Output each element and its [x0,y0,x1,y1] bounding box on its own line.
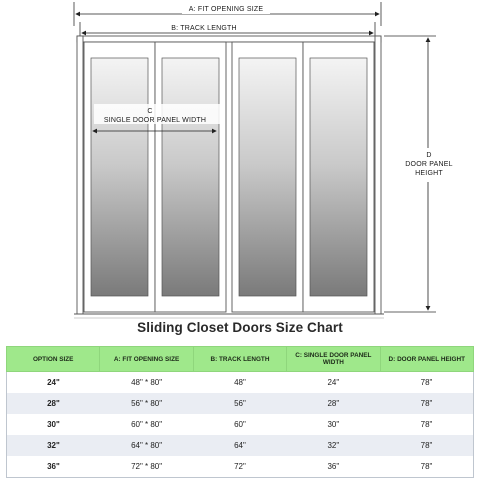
label-door-panel-height-line1: DOOR PANEL [405,161,453,168]
cell-panel-height: 78" [380,456,473,478]
door-panel-2 [155,42,226,312]
cell-track-length: 72" [193,456,286,478]
door-panel-1 [84,42,155,312]
door-panel-4 [303,42,374,312]
cell-panel-width: 28" [287,393,380,414]
cell-panel-height: 78" [380,393,473,414]
cell-option-size: 36" [7,456,100,478]
cell-track-length: 48" [193,372,286,394]
cell-fit-opening-size: 64" * 80" [100,435,193,456]
label-single-door-panel-width: SINGLE DOOR PANEL WIDTH [103,117,207,124]
table-header-row [7,347,474,372]
cell-panel-width: 32" [287,435,380,456]
cell-panel-height: 78" [380,414,473,435]
table-row [7,414,474,435]
table-row [7,456,474,478]
cell-panel-width: 30" [287,414,380,435]
cell-option-size: 32" [7,435,100,456]
label-fit-opening-size: A: FIT OPENING SIZE [188,6,264,13]
header-option-size: OPTION SIZE [7,347,100,372]
cell-option-size: 28" [7,393,100,414]
cell-panel-width: 24" [287,372,380,394]
cell-fit-opening-size: 56" * 80" [100,393,193,414]
dimension-d [384,36,453,312]
label-door-panel-height-line2: HEIGHT [415,170,443,177]
header-door-panel-height: D: DOOR PANEL HEIGHT [380,347,473,372]
cell-track-length: 64" [193,435,286,456]
door-panel-3 [232,42,303,312]
cell-panel-height: 78" [380,372,473,394]
cell-option-size: 30" [7,414,100,435]
table-row [7,393,474,414]
cell-option-size: 24" [7,372,100,394]
header-fit-opening-size: A: FIT OPENING SIZE [100,347,193,372]
header-track-length: B: TRACK LENGTH [193,347,286,372]
chart-title: Sliding Closet Doors Size Chart [137,320,343,335]
table-row [7,372,474,394]
cell-fit-opening-size: 48" * 80" [100,372,193,394]
cell-fit-opening-size: 72" * 80" [100,456,193,478]
label-track-length: B: TRACK LENGTH [171,25,237,32]
size-table [6,346,474,478]
cell-track-length: 56" [193,393,286,414]
cell-track-length: 60" [193,414,286,435]
cell-fit-opening-size: 60" * 80" [100,414,193,435]
cell-panel-height: 78" [380,435,473,456]
cell-panel-width: 36" [287,456,380,478]
header-single-door-panel-width: C: SINGLE DOOR PANEL WIDTH [287,347,380,372]
label-d-letter: D [426,152,432,159]
label-c-letter: C [147,108,153,115]
table-row [7,435,474,456]
